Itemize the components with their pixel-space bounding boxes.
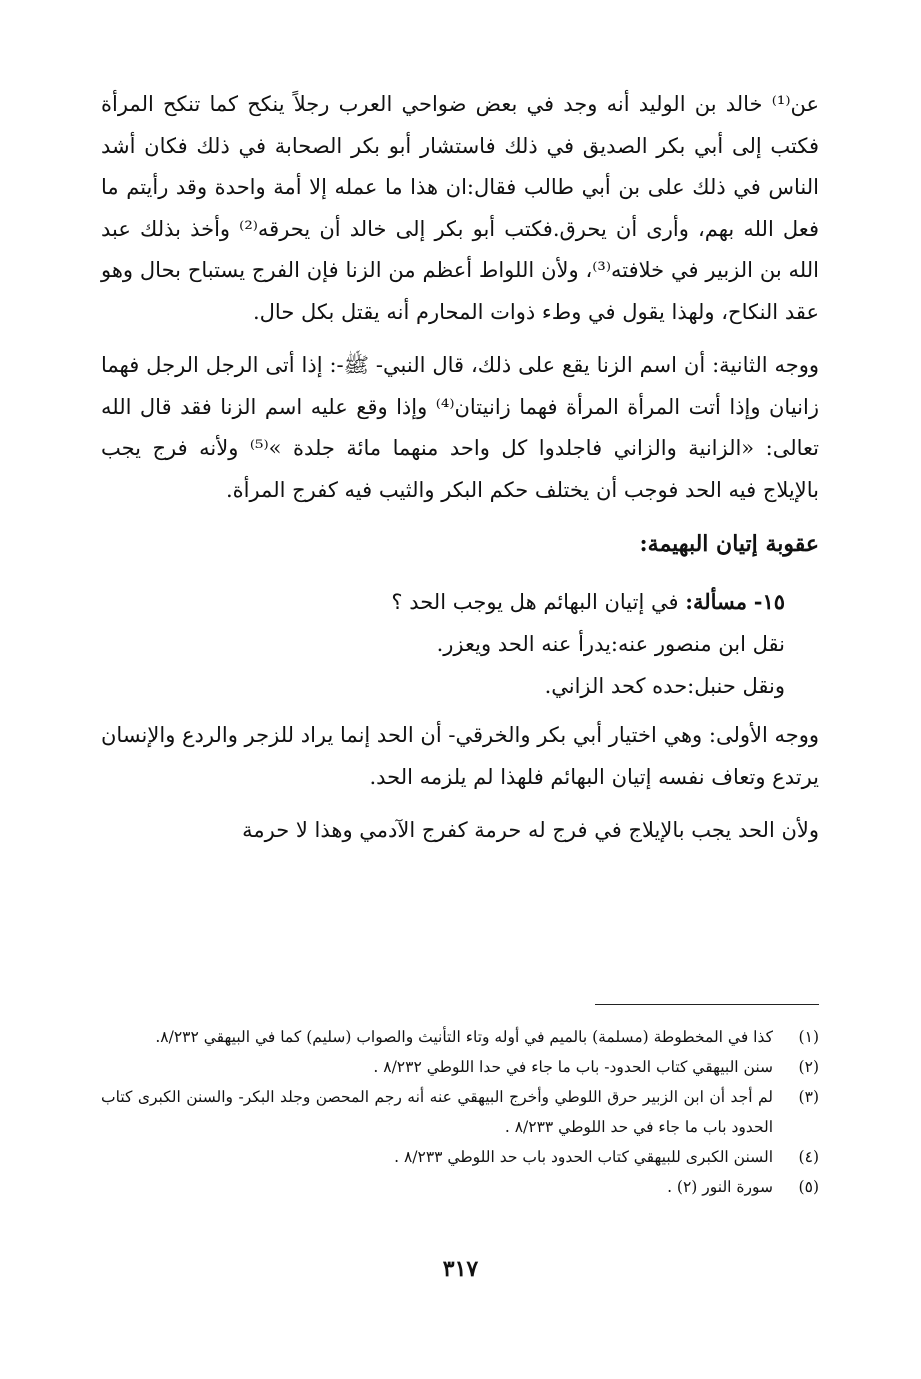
page-number: ٣١٧ <box>442 1256 479 1282</box>
footnote-number: (٢) <box>798 1058 819 1076</box>
footnotes <box>101 1022 819 1202</box>
section-heading: عقوبة إتيان البهيمة: <box>639 531 819 557</box>
footnote-number: (٥) <box>798 1178 819 1196</box>
footnote-separator <box>595 1004 819 1005</box>
narration-1: نقل ابن منصور عنه:يدرأ عنه الحد ويعزر. <box>436 632 785 656</box>
footnote-2 <box>101 1052 819 1082</box>
question-title: مسألة: <box>685 589 748 614</box>
page-body <box>101 84 819 862</box>
footnote-text: سنن البيهقي كتاب الحدود- باب ما جاء في حدا اللوطي ٨/٢٣٢ . <box>373 1058 773 1076</box>
footnote-number: (٤) <box>798 1148 819 1166</box>
footnote-text: السنن الكبرى للبيهقي كتاب الحدود باب حد اللوطي ٨/٢٣٣ . <box>394 1148 773 1166</box>
footnote-5 <box>101 1172 819 1202</box>
footnote-text: سورة النور (٢) . <box>667 1178 773 1196</box>
body-paragraph-1: عن⁽¹⁾ خالد بن الوليد أنه وجد في بعض ضواحي العرب رجلاً ينكح كما تنكح المرأة فكتب إلى أبي بكر الصديق في ذلك فاستشار أبو بكر الصحابة في ذلك فكان أشد الناس في ذلك على بن أبي طالب فقال:ان هذا ما عمله إلا أمة واحدة وقد رأيتم ما فعل الله بهم، وأرى أن يحرق.فكتب أبو بكر إلى خالد أن يحرقه⁽²⁾ وأخذ بذلك عبد الله بن الزبير في خلافته⁽³⁾، ولأن اللواط أعظم من الزنا فإن الفرج يستباح بحال وهو عقد النكاح، ولهذا يقول في وطء ذوات المحارم أنه يقتل بكل حال. <box>101 92 819 324</box>
question-text: في إتيان البهائم هل يوجب الحد ؟ <box>391 590 679 614</box>
footnote-number: (١) <box>798 1028 819 1046</box>
question-line <box>101 581 819 623</box>
footnote-text: كذا في المخطوطة (مسلمة) بالميم في أوله وتاء التأنيث والصواب (سليم) كما في البيهقي ٨/٢٣٢. <box>155 1028 773 1046</box>
narration-2: ونقل حنبل:حده كحد الزاني. <box>544 674 785 698</box>
body-paragraph-3: ووجه الأولى: وهي اختيار أبي بكر والخرقي- أن الحد إنما يراد للزجر والردع والإنسان يرتدع وتعاف نفسه إتيان البهائم فلهذا لم يلزمه الحد. <box>101 723 819 789</box>
body-paragraph-2: ووجه الثانية: أن اسم الزنا يقع على ذلك، قال النبي- ﷺ-: إذا أتى الرجل الرجل فهما زانيان وإذا أتت المرأة المرأة فهما زانيتان⁽⁴⁾ وإذا وقع عليه اسم الزنا فقد قال الله تعالى: «الزانية والزاني فاجلدوا كل واحد منهما مائة جلدة »⁽⁵⁾ ولأنه فرج يجب بالإيلاج فيه الحد فوجب أن يختلف حكم البكر والثيب فيه كفرج المرأة. <box>101 353 819 502</box>
footnote-number: (٣) <box>798 1088 819 1106</box>
question-number: ١٥- <box>753 589 785 614</box>
footnote-1 <box>101 1022 819 1052</box>
footnote-text: لم أجد أن ابن الزبير حرق اللوطي وأخرج البيهقي عنه أنه رجم المحصن وجلد البكر- والسنن الكبرى كتاب الحدود باب ما جاء في حد اللوطي ٨/٢٣٣ . <box>101 1088 773 1136</box>
footnote-3 <box>101 1082 819 1142</box>
body-paragraph-4: ولأن الحد يجب بالإيلاج في فرج له حرمة كفرج الآدمي وهذا لا حرمة <box>242 818 819 842</box>
footnote-4 <box>101 1142 819 1172</box>
